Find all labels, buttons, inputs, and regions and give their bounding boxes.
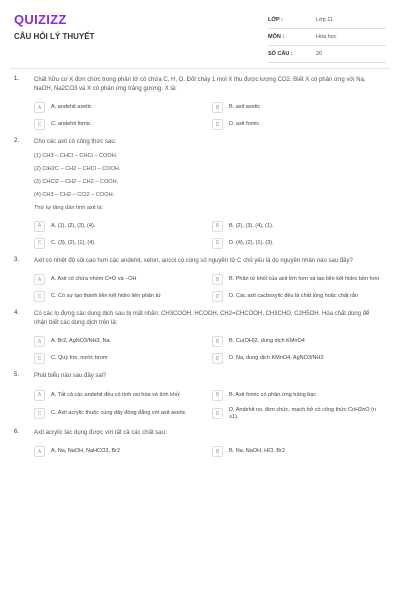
question-text: Có các lọ đựng các dung dịch sau bị mất nhãn: CH3COOH, HCOOH, CH2=CHCOOH, CH3CHO, C2H5OH. Hóa chất dùng để nhận biết các dung dịch trên là: [34, 311, 370, 326]
answer-options [34, 102, 384, 130]
option-letter-box[interactable]: A [34, 102, 45, 113]
option-text: A. andehit axetic [51, 104, 92, 110]
answer-options [34, 274, 384, 302]
question-line: (4) CH3 – CH2 – CCl2 – COOH. [34, 191, 115, 198]
question-1 [0, 76, 400, 130]
answer-option-c[interactable] [34, 291, 206, 302]
answer-option-d[interactable] [212, 407, 384, 421]
option-letter-box[interactable]: D [212, 238, 223, 249]
option-text: B. (2), (3), (4), (1). [229, 222, 274, 229]
question-number: 4. [14, 310, 20, 316]
option-letter-box[interactable]: A [34, 336, 45, 347]
question-number: 1. [14, 76, 20, 82]
option-text: C. Axit acrylic thuộc cùng dãy đồng đẳng với axit axetic [51, 410, 186, 416]
answer-option-c[interactable] [34, 238, 206, 249]
meta-value: Hóa học [316, 34, 337, 40]
meta-row-grade [268, 12, 386, 29]
meta-value: Lớp 11 [316, 17, 333, 23]
option-letter-box[interactable]: C [34, 119, 45, 130]
meta-key: LỚP : [268, 17, 283, 23]
option-letter-box[interactable]: D [212, 408, 223, 419]
question-number: 2. [14, 138, 20, 144]
option-letter-box[interactable]: D [212, 119, 223, 130]
answer-option-a[interactable] [34, 102, 206, 113]
question-line: (2) ClH2C – CH2 – CHCl – COOH. [34, 165, 121, 172]
meta-row-subject [268, 29, 386, 46]
question-number: 3. [14, 256, 20, 263]
question-line: (3) CHCl2 – CH2 – CH2 – COOH. [34, 178, 119, 185]
option-letter-box[interactable]: C [34, 408, 45, 419]
meta-value: 20 [316, 51, 323, 57]
answer-option-c[interactable] [34, 407, 206, 421]
option-letter-box[interactable]: A [34, 390, 45, 401]
question-text: Axit acrylic tác dụng được với tất cả các chất sau: [34, 429, 167, 436]
option-text: D. Na, dung dịch KMnO4, AgNO3/NH3 [229, 355, 324, 361]
option-text: C. Quỳ tím, nước brom [51, 355, 108, 361]
answer-option-d[interactable] [212, 353, 384, 364]
answer-options [34, 390, 384, 421]
option-text: A. Na, NaOH, NaHCO3, Br2 [51, 448, 121, 454]
option-letter-box[interactable]: C [34, 291, 45, 302]
question-text: Axit có nhiệt độ sôi cao hơn các andehit, xeton, ancol có cùng số nguyên tử C chủ yếu là do nguyên nhân nào sau đây? [34, 257, 353, 264]
option-letter-box[interactable]: A [34, 274, 45, 285]
option-text: A. Tất cả các andehit đều có tính oxi hóa và tính khử [51, 391, 180, 398]
question-text: Chất hữu cơ X đơn chức trong phân tử có chứa C, H, O. Đốt cháy 1 mol X thu được lượng CO2. Biết X có phản ứng với Na, NaOH, Na2CO3 và X có phản ứng tráng gương. X là: [34, 77, 366, 92]
answer-options [34, 336, 384, 364]
option-letter-box[interactable]: B [212, 446, 223, 457]
question-number: 6. [14, 428, 20, 435]
option-letter-box[interactable]: C [34, 238, 45, 249]
option-text: A. Axit có chứa nhóm C=O và –OH [51, 276, 137, 282]
option-text: C. (3), (2), (1), (4). [51, 239, 96, 246]
question-text: Cho các axit có công thức sau: [34, 139, 117, 145]
question-2 [0, 138, 400, 249]
answer-option-a[interactable] [34, 446, 206, 457]
answer-option-b[interactable] [212, 221, 384, 232]
meta-table [268, 12, 386, 63]
question-6 [0, 429, 400, 458]
option-text: C. andehit fomic [51, 121, 91, 127]
question-3 [0, 257, 400, 303]
option-letter-box[interactable]: A [34, 221, 45, 232]
meta-row-count [268, 46, 386, 63]
option-text: B. Phân tử khối của axit lớn hơn và tạo liên kết hidro bền hơn [229, 276, 380, 282]
option-letter-box[interactable]: B [212, 221, 223, 232]
answer-option-a[interactable] [34, 274, 206, 285]
answer-option-d[interactable] [212, 291, 384, 302]
option-text: A. Br2, AgNO3/NH3, Na [51, 338, 110, 344]
answer-option-d[interactable] [212, 238, 384, 249]
option-letter-box[interactable]: B [212, 274, 223, 285]
option-letter-box[interactable]: D [212, 353, 223, 364]
answer-option-b[interactable] [212, 390, 384, 401]
question-line: (1) CH3 – CHCl – CHCl – COOH. [34, 152, 118, 159]
option-text: D. (4), (2), (1), (3). [229, 239, 274, 246]
meta-key: MÔN : [268, 34, 285, 40]
question-number: 5. [14, 372, 20, 378]
option-text: D. axit fomic [229, 121, 260, 127]
option-letter-box[interactable]: B [212, 336, 223, 347]
question-line: Thứ tự tăng dần tính axit là: [34, 204, 104, 211]
answer-option-b[interactable] [212, 336, 384, 347]
answer-option-d[interactable] [212, 119, 384, 130]
question-4 [0, 310, 400, 364]
header-divider [10, 68, 390, 69]
option-text: B. Axit fomic có phản ứng tráng bạc [229, 391, 317, 398]
option-text: C. Có sự tạo thành liên kết hidro liên phân tử [51, 293, 161, 299]
answer-option-a[interactable] [34, 221, 206, 232]
worksheet-title: CÂU HỎI LÝ THUYẾT [14, 32, 95, 41]
option-letter-box[interactable]: A [34, 446, 45, 457]
question-text: Phát biểu nào sau đây sai? [34, 373, 107, 379]
option-letter-box[interactable]: B [212, 390, 223, 401]
answer-options [34, 446, 384, 457]
answer-options [34, 221, 384, 249]
option-text: B. axit axetic [229, 104, 261, 110]
option-text: A. (1), (2), (3), (4). [51, 222, 96, 229]
answer-option-c[interactable] [34, 119, 206, 130]
answer-option-b[interactable] [212, 102, 384, 113]
header [0, 0, 400, 64]
answer-option-c[interactable] [34, 353, 206, 364]
meta-key: SỐ CÂU : [268, 51, 293, 57]
option-letter-box[interactable]: B [212, 102, 223, 113]
option-text: B. Na, NaOH, HCl, Br2 [229, 448, 285, 454]
answer-option-b[interactable] [212, 274, 384, 285]
option-text: D. Các axit cacboxylic đều là chất lỏng hoặc chất rắn [229, 293, 359, 299]
option-letter-box[interactable]: C [34, 353, 45, 364]
question-5 [0, 372, 400, 421]
option-text: B. Cu(OH)2, dung dịch KMnO4 [229, 338, 305, 344]
option-letter-box[interactable]: D [212, 291, 223, 302]
answer-option-a[interactable] [34, 390, 206, 401]
quizizz-logo: QUIZIZZ [14, 12, 67, 27]
answer-option-a[interactable] [34, 336, 206, 347]
question-list [0, 76, 400, 465]
answer-option-b[interactable] [212, 446, 384, 457]
option-text: D. Andehit no, đơn chức, mạch hở có công thức CnH2nO (n ≥1). [229, 406, 376, 420]
